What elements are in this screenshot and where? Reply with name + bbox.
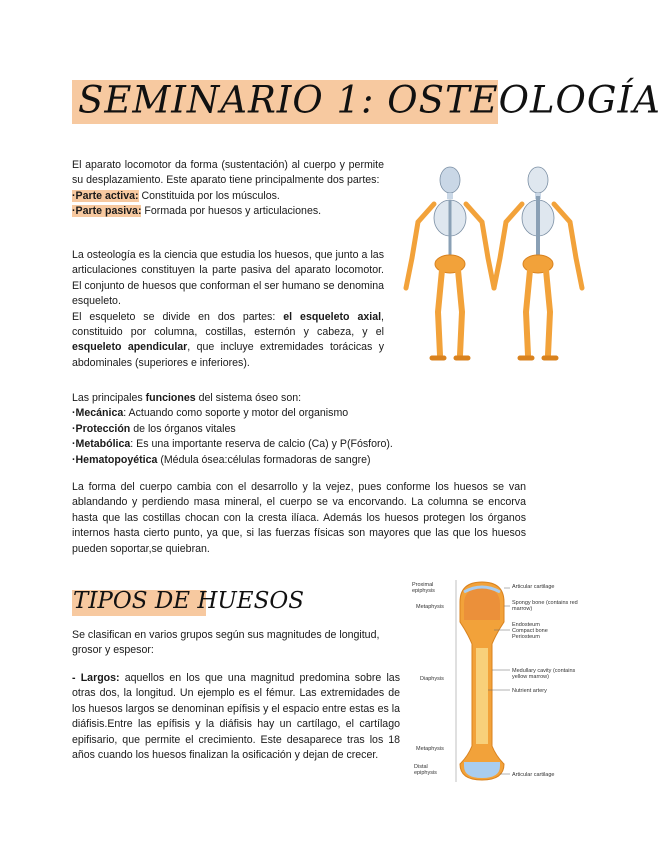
funciones-lead-a: Las principales [72,392,146,404]
label-proximal-epiphysis: Proximal epiphysis [412,582,435,594]
funcion-mecanica-text: : Actuando como soporte y motor del organismo [123,407,349,420]
label-periosteum: Periosteum [512,634,540,640]
esqueleto-text-c: , constituido por columna, costillas, esternón y cabeza, y el [72,310,384,339]
skeleton-front [406,167,494,358]
skeleton-illustration [398,160,588,370]
page-title: SEMINARIO 1: OSTEOLOGÍA [78,77,661,122]
funcion-metabolica-text: : Es una importante reserva de calcio (Ca) y P(Fósforo). [130,438,393,451]
parte-activa-label: ·Parte activa: [72,189,139,202]
funcion-proteccion-text: de los órganos vitales [130,422,236,435]
funcion-mecanica: ·Mecánica [72,407,124,420]
parte-pasiva-label: ·Parte pasiva: [72,205,142,218]
label-medullary-cavity: Medullary cavity (contains yellow marrow) [512,668,576,680]
osteologia-p1: La osteología es la ciencia que estudia los huesos, que junto a las articulaciones constituyen la parte pasiva del aparato locomotor. El conjunto de huesos que conforman el ser humano se denomina esqueleto. [72,249,384,308]
forma-paragraph: La forma del cuerpo cambia con el desarrollo y la vejez, pues conforme los huesos se van ablandando y perdiendo masa mineral, el cuerpo se va encorvando. La columna se encorva hasta que las costillas chocan con la cresta ilíaca. Además los huesos protegen los órganos internos hasta cierto punto, ya que, si las fuerzas físicas son mayores que las que los huesos pueden soportar,se quiebran. [72,481,526,555]
intro-block [72,158,384,220]
esqueleto-axial: el esqueleto axial [283,310,382,323]
label-articular-cartilage-bottom: Articular cartilage [512,772,555,778]
funcion-proteccion: ·Protección [72,422,131,435]
label-endosteum: Endosteum [512,622,540,628]
parte-pasiva-text: Formada por huesos y articulaciones. [141,205,322,218]
largos-block [72,671,400,763]
tipos-intro: Se clasifican en varios grupos según sus magnitudes de longitud, grosor y espesor: [72,629,380,657]
label-diaphysis: Diaphysis [420,676,444,682]
label-distal-epiphysis: Distal epiphysis [414,764,437,776]
funcion-hematopoyetica-text: (Médula ósea:células formadoras de sangre) [157,453,371,466]
parte-activa-text: Constituida por los músculos. [138,189,280,202]
largos-text: aquellos en los que una magnitud predomina sobre las otras dos, la longitud. Un ejemplo es el fémur. Las extremidades de los huesos largos se denominan epífisis y el espacio entre estas es la diáfisis.Entre las epífisis y la diáfisis hay un cartílago, el cartílago epifisario, que permite el crecimiento. Este desaparece tras los 18 años cuando los huesos finalizan la osificación y dejan de crecer. [72,672,400,762]
funcion-hematopoyetica: ·Hematopoyética [72,453,158,466]
skeleton-back [494,167,582,358]
tipos-heading: TIPOS DE HUESOS [73,588,304,614]
label-nutrient-artery: Nutrient artery [512,688,547,694]
esqueleto-text-e: , que incluye extremidades torácicas y abdominales (superiores e inferiores). [72,341,384,369]
largos-label: - Largos: [72,672,120,684]
funciones-lead-c: del sistema óseo son: [195,392,302,404]
label-metaphysis-top: Metaphysis [416,604,444,610]
osteologia-block [72,248,384,371]
esqueleto-text-a: El esqueleto se divide en dos partes: [72,310,284,323]
label-compact-bone: Compact bone [512,628,548,634]
funciones-block [72,391,472,468]
funciones-lead-b: funciones [145,392,196,404]
label-articular-cartilage-top: Articular cartilage [512,584,555,590]
esqueleto-apendicular: esqueleto apendicular [72,341,188,354]
funcion-metabolica: ·Metabólica [72,438,131,451]
intro-text: El aparato locomotor da forma (sustentación) al cuerpo y permite su desplazamiento. Este aparato tiene principalmente dos partes: [72,159,384,187]
label-metaphysis-bottom: Metaphysis [416,746,444,752]
label-spongy-bone: Spongy bone (contains red marrow) [512,600,578,612]
